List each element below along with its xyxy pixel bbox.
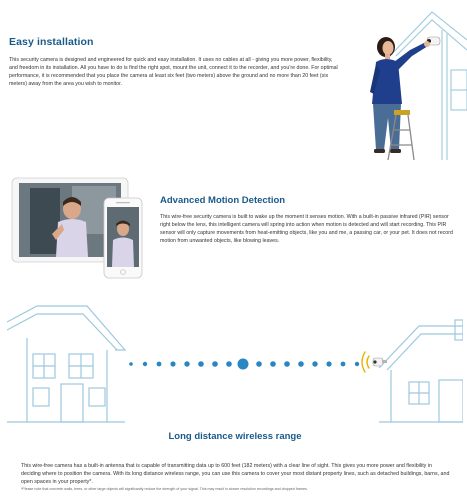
ladder-top	[394, 110, 410, 115]
camera-icon	[373, 358, 387, 366]
easy-installation-text: This security camera is designed and engineered for quick and easy installation. It uses no cables at all - giving you more power, flexibility, and freedom in its installation. All you have to do is find the right spot, mount the unit, connect it to the recorder, and you're done. For optimal performance, it is recommended that you place the camera at least six feet (two meters) above the ground and no more than 20 feet (six meters) away from the area you wish to monitor.	[9, 57, 338, 87]
motion-detection-section	[0, 160, 467, 292]
installer-on-ladder-illustration	[336, 0, 467, 160]
tablet-and-phone-illustration	[10, 174, 148, 286]
installer-person	[370, 37, 430, 153]
motion-detection-text: This wire-free security camera is built to wake up the moment it senses motion. With a built-in passive infrared (PIR) sensor right below the lens, this intelligent camera will spring into action when motion is detected and will start recording. This PIR sensor will only capture movements from heat-emitting objects, like you and me, a passing car, or your pet. It does not record motion from unwanted objects, like blowing leaves.	[160, 214, 453, 244]
wireless-range-section	[7, 298, 463, 498]
wireless-range-title: Long distance wireless range	[168, 431, 302, 442]
wireless-range-footnote: *Please note that concrete walls, trees, or other large objects will significantly reduce the strength of your signal. This may result in slower resolution recordings and dropped frames.	[21, 487, 308, 491]
easy-installation-section	[0, 0, 467, 160]
phone-device	[104, 198, 142, 278]
wireless-range-illustration	[7, 298, 463, 426]
motion-detection-title: Advanced Motion Detection	[160, 195, 286, 206]
right-house-outline	[379, 320, 463, 422]
left-house-outline	[7, 306, 125, 422]
easy-installation-title: Easy installation	[9, 36, 94, 48]
wifi-signal-icon	[362, 352, 369, 372]
signal-dots	[129, 359, 359, 370]
wireless-range-text: This wire-free camera has a built-in antenna that is capable of transmitting data up to 600 feet (182 meters) with a clear line of sight. This gives you more power and flexibility in deciding where to position the camera. With its long distance wireless range, you can use this camera to cover your most distant property lines, such as detached buildings, barns, and open spaces in your property*.	[21, 463, 450, 485]
